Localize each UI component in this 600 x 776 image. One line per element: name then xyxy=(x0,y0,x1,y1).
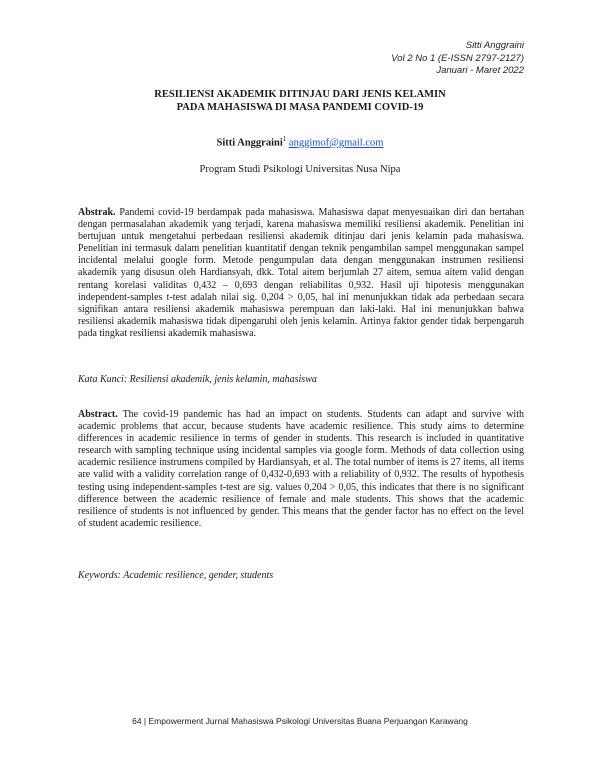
abstract-english xyxy=(78,409,524,530)
page-footer: 64 | Empowerment Jurnal Mahasiswa Psikologi Universitas Buana Perjuangan Karawang xyxy=(132,716,468,726)
keywords-english: Keywords: Academic resilience, gender, students xyxy=(78,570,274,581)
paper-title xyxy=(60,88,540,114)
author-line xyxy=(60,135,540,149)
title-line-1: RESILIENSI AKADEMIK DITINJAU DARI JENIS KELAMIN xyxy=(154,89,446,100)
running-header xyxy=(391,40,524,78)
abstract-en-label: Abstract. xyxy=(78,409,118,420)
keywords-indonesian: Kata Kunci: Resiliensi akademik, jenis kelamin, mahasiswa xyxy=(78,374,317,385)
abstract-indonesian xyxy=(78,207,524,340)
abstract-id-text: Pandemi covid-19 berdampak pada mahasiswa. Mahasiswa dapat menyesuaikan diri dan bertahan dengan permasalahan akademik yang terjadi, karena mahasiswa memiliki resiliensi akademik. Penelitian ini bertujuan untuk mengetahui perbedaan resiliensi akademik ditinjau dari jenis kelamin pada mahasiswa. Penelitian ini termasuk dalam penelitian kuantitatif dengan teknik pengambilan sampel menggunakan sampel incidental melalui google form. Metode pengumpulan data dengan menggunakan instrumen resiliensi akademik yang disusun oleh Hardiansyah, dkk. Total aitem berjumlah 27 aitem, semua aitem valid dengan rentang korelasi validitas 0,432 – 0,693 dengan reliabilitas 0,932. Hasil uji hipotesis menggunakan independent-samples t-test adalah nilai sig. 0,204 > 0,05, hal ini menunjukkan tidak ada perbedaan secara signifikan antara resiliensi akademik mahasiswa perempuan dan laki-laki. Hal ini menunjukkan bahwa resiliensi akademik mahasiswa tidak dipengaruhi oleh jenis kelamin. Artinya faktor gender tidak berpengaruh pada tingkat resiliensi akademik mahasiswa. xyxy=(78,207,524,339)
header-author: Sitti Anggraini xyxy=(465,40,524,51)
author-email-link[interactable]: anggimof@gmail.com xyxy=(288,137,384,149)
affiliation: Program Studi Psikologi Universitas Nusa Nipa xyxy=(199,164,401,175)
header-volume: Vol 2 No 1 (E-ISSN 2797-2127) xyxy=(391,52,524,64)
author-superscript: 1 xyxy=(282,135,287,143)
abstract-en-text: The covid-19 pandemic has had an impact on students. Students can adapt and survive with academic problems that accur, because students have academic resilience. This study aims to determine differences in academic resilience in terms of gender in students. This research is included in quantitative research with sampling technique using incidental samples via google form. Methods of data collection using academic resilience instrumens compiled by Hardiansyah, et al. The total number of items is 27 items, all items are valid with a validity correlation range of 0,432-0,693 with a reliability of 0,932. The results of hypothesis testing using independent-samples t-test are sig. values 0,204 > 0,05, this indicates that there is no significant difference between the academic resilience of female and male students. This shows that the academic resilience of students is not influenced by gender. This means that the gender factor has no effect on the level of student academic resilience. xyxy=(78,409,524,529)
title-line-2: PADA MAHASISWA DI MASA PANDEMI COVID-19 xyxy=(176,102,424,113)
author-name: Sitti Anggraini xyxy=(216,137,283,149)
header-period: Januari - Maret 2022 xyxy=(436,65,524,76)
abstract-id-label: Abstrak. xyxy=(78,207,116,218)
